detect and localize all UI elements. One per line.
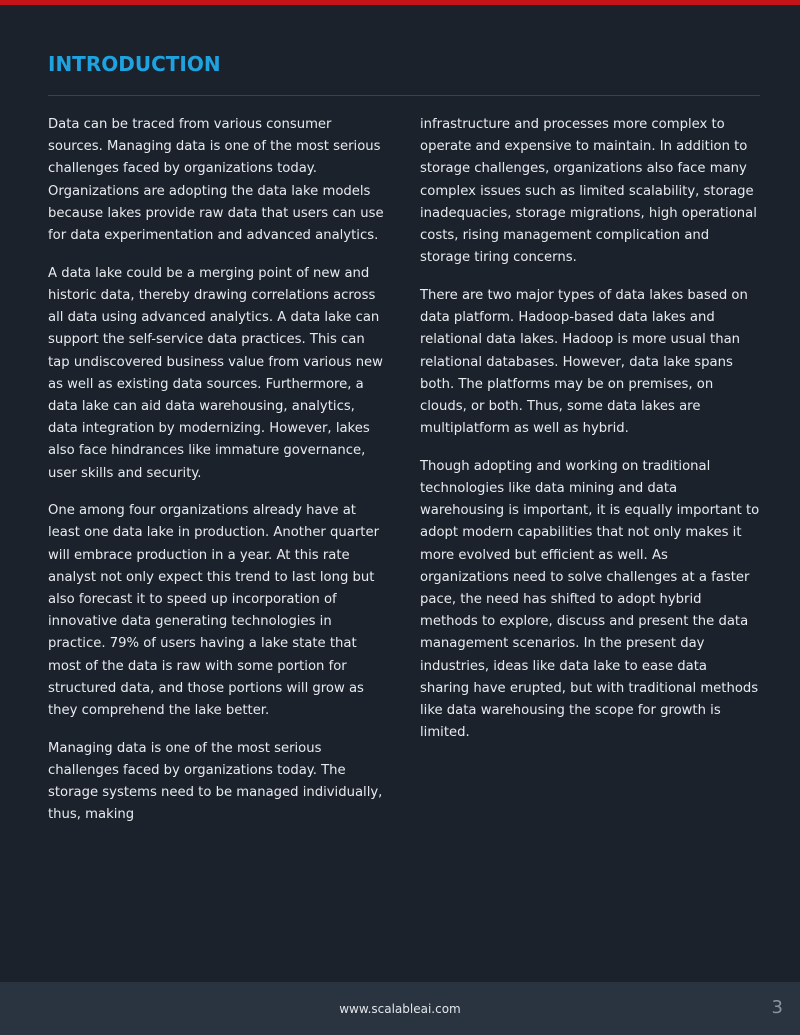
paragraph: Managing data is one of the most serious challenges faced by organizations today. The storage systems need to be managed individually, thus, making — [48, 740, 383, 823]
paragraph: There are two major types of data lakes based on data platform. Hadoop-based data lakes and relational data lakes. Hadoop is more usual than relational databases. However, data lake spans both. The platforms may be on premises, on clouds, or both. Thus, some data lakes are multiplatform as well as hybrid. — [420, 287, 748, 437]
footer — [0, 982, 800, 1035]
paragraph: A data lake could be a merging point of new and historic data, thereby drawing correlations across all data using advanced analytics. A data lake can support the self-service data practices. This can tap undiscovered business value from various new as well as existing data sources. Furthermore, a data lake can aid data warehousing, analytics, data integration by modernizing. However, lakes also face hindrances like immature governance, user skills and security. — [48, 265, 383, 481]
title-divider — [48, 95, 760, 96]
right-column — [420, 114, 760, 760]
footer-website-link[interactable]: www.scalableai.com — [339, 1002, 461, 1016]
page-number: 3 — [771, 997, 783, 1018]
paragraph: One among four organizations already have at least one data lake in production. Another quarter will embrace production in a year. At this rate analyst not only expect this trend to last long but also forecast it to speed up incorporation of innovative data generating technologies in practice. 79% of users having a lake state that most of the data is raw with some portion for structured data, and those portions will grow as they comprehend the lake better. — [48, 503, 379, 719]
paragraph: Though adopting and working on traditional technologies like data mining and data warehousing is important, it is equally important to adopt modern capabilities that not only makes it more evolved but efficient as well. As organizations need to solve challenges at a faster pace, the need has shifted to adopt hybrid methods to explore, discuss and present the data management scenarios. In the present day industries, ideas like data lake to ease data sharing have erupted, but with traditional methods like data warehousing the scope for growth is limited. — [420, 458, 760, 741]
left-column — [48, 114, 388, 842]
paragraph: Data can be traced from various consumer sources. Managing data is one of the most serious challenges faced by organizations today. Organizations are adopting the data lake models because lakes provide raw data that users can use for data experimentation and advanced analytics. — [48, 117, 384, 244]
paragraph: infrastructure and processes more complex to operate and expensive to maintain. In addition to storage challenges, organizations also face many complex issues such as limited scalability, storage inadequacies, storage migrations, high operational costs, rising management complication and storage tiring concerns. — [420, 117, 757, 266]
top-accent-bar — [0, 0, 800, 5]
section-title: INTRODUCTION — [48, 52, 221, 76]
